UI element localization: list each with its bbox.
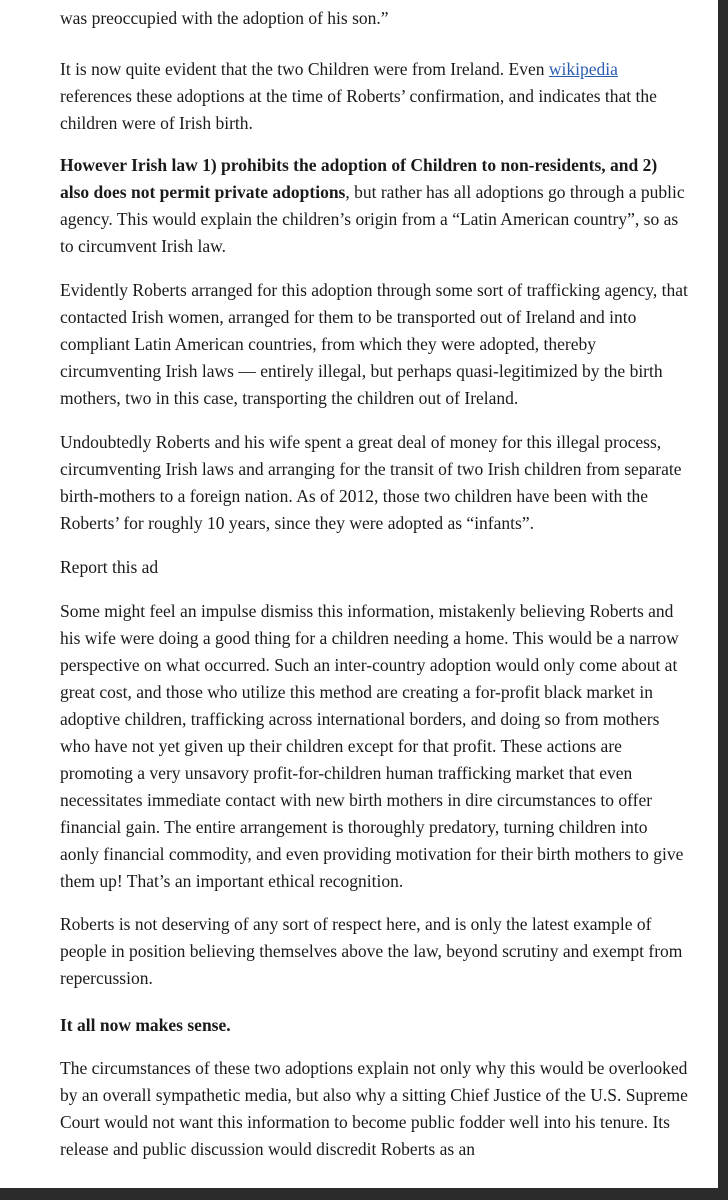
paragraph-text: It is now quite evident that the two Children were from Ireland. Even <box>60 59 549 79</box>
paragraph-text: references these adoptions at the time of Roberts’ confirmation, and indicates that the children were of Irish birth. <box>60 86 657 133</box>
report-ad-link[interactable]: Report this ad <box>60 557 159 577</box>
window-frame-right <box>718 0 728 1200</box>
paragraph-makes-sense <box>60 1012 231 1039</box>
paragraph-ireland-origin <box>60 56 690 137</box>
wikipedia-link[interactable]: wikipedia <box>548 59 618 79</box>
paragraph-quote-end: was preoccupied with the adoption of his son.” <box>60 8 389 28</box>
bold-statement: It all now makes sense. <box>60 1015 231 1035</box>
paragraph-text: , but rather has all adoptions go through a public agency. This would explain the children’s origin from a “Latin American country”, so as to circumvent Irish law. <box>60 182 685 256</box>
paragraph-circumstances: The circumstances of these two adoptions explain not only why this would be overlooked by an overall sympathetic media, but also why a sitting Chief Justice of the U.S. Supreme Court would not want this information to become public fodder well into his tenure. Its release and public discussion would discredit Roberts as an <box>60 1058 688 1159</box>
paragraph-trafficking-agency: Evidently Roberts arranged for this adoption through some sort of trafficking agency, that contacted Irish women, arranged for them to be transported out of Ireland and into compliant Latin American countries, from which they were adopted, thereby circumventing Irish laws — entirely illegal, but perhaps quasi-legitimized by the birth mothers, two in this case, transporting the children out of Ireland. <box>60 280 688 408</box>
paragraph-respect: Roberts is not deserving of any sort of respect here, and is only the latest example of people in position believing themselves above the law, beyond scrutiny and exempt from repercussion. <box>60 914 683 988</box>
paragraph-ethical-argument: Some might feel an impulse dismiss this information, mistakenly believing Roberts and his wife were doing a good thing for a children needing a home. This would be a narrow perspective on what occurred. Such an inter-country adoption would only come about at great cost, and those who utilize this method are creating a for-profit black market in adoptive children, trafficking across international borders, and doing so from mothers who have not yet given up their children except for that profit. These actions are promoting a very unsavory profit-for-children human trafficking market that even necessitates immediate contact with new birth mothers in dire circumstances to offer financial gain. The entire arrangement is thoroughly predatory, turning children into aonly financial commodity, and even providing motivation for their birth mothers to give them up! That’s an important ethical recognition. <box>60 601 684 891</box>
paragraph-irish-law <box>60 152 690 260</box>
paragraph-illegal-process: Undoubtedly Roberts and his wife spent a great deal of money for this illegal process, circumventing Irish laws and arranging for the transit of two Irish children from separate birth-mothers to a foreign nation. As of 2012, those two children have been with the Roberts’ for roughly 10 years, since they were adopted as “infants”. <box>60 432 682 533</box>
bold-statement: However Irish law 1) prohibits the adoption of Children to non-residents, and 2) also does not permit private adoptions <box>60 155 658 202</box>
window-frame-bottom <box>0 1188 728 1200</box>
